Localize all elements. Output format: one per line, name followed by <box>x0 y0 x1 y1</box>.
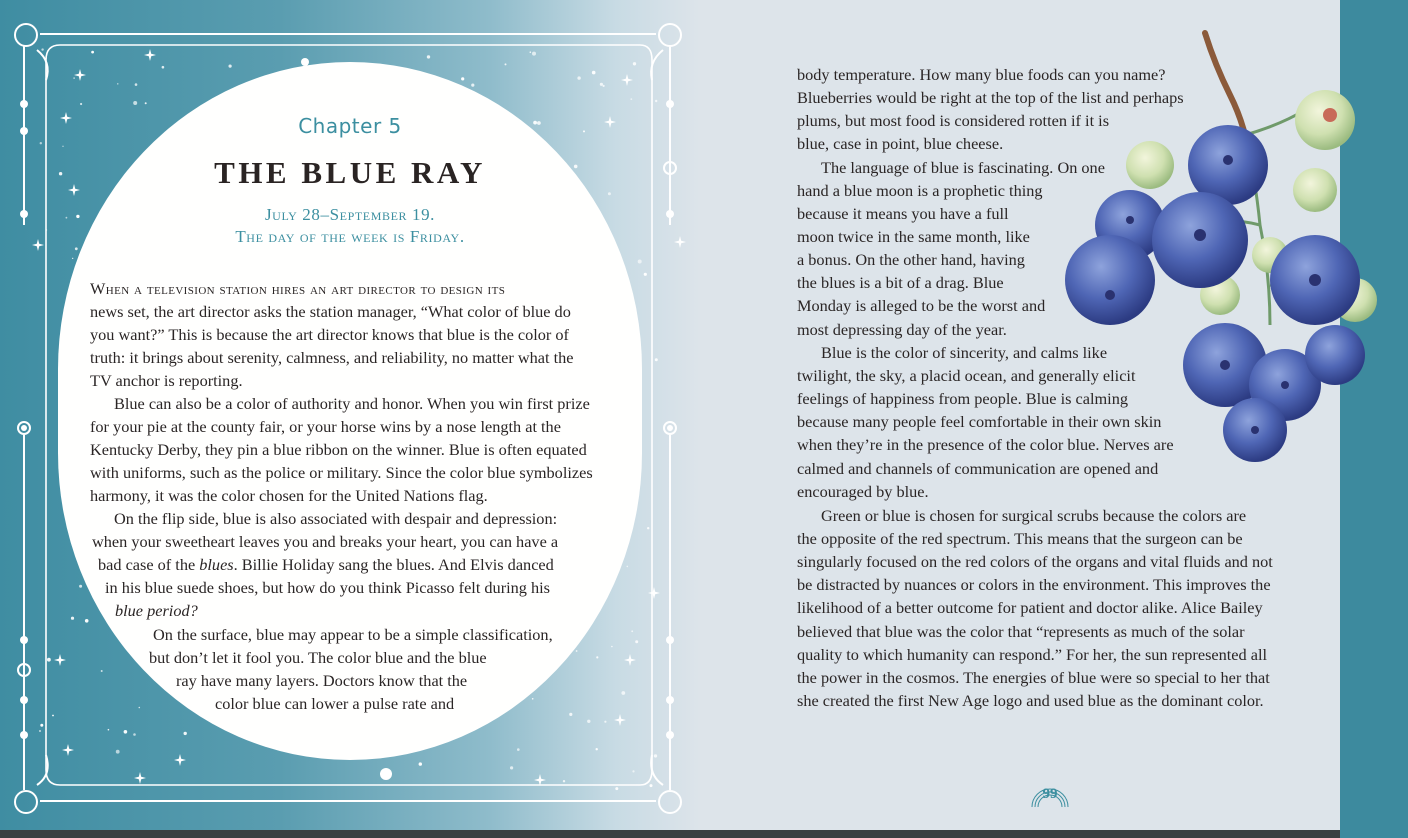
body-line: blue, case in point, blue cheese. <box>797 134 1004 153</box>
body-line: On the surface, blue may appear to be a simple classification, <box>153 625 553 644</box>
body-line: Blue can also be a color of authority and honor. When you win first prize <box>114 394 590 413</box>
body-line: singularly focused on the red colors of the organs and vital fluids and not <box>797 552 1273 571</box>
body-line: moon twice in the same month, like <box>797 227 1030 246</box>
body-line: with uniforms, such as the police or military. Since the color blue symbolizes <box>90 463 593 482</box>
body-line: Blueberries would be right at the top of the list and perhaps <box>797 88 1184 107</box>
body-line: twilight, the sky, a placid ocean, and generally elicit <box>797 366 1136 385</box>
body-line: likelihood of a better outcome for patient and doctor alike. Alice Bailey <box>797 598 1263 617</box>
body-line: she created the first New Age logo and used blue as the dominant color. <box>797 691 1264 710</box>
body-line: truth: it brings about serenity, calmness, and reliability, no matter what the <box>90 348 574 367</box>
left-page <box>0 0 700 830</box>
body-line: color blue can lower a pulse rate and <box>215 694 455 713</box>
page-number: 99 <box>1042 786 1058 802</box>
body-line: news set, the art director asks the station manager, “What color of blue do <box>90 302 571 321</box>
body-line: calmed and channels of communication are opened and <box>797 459 1159 478</box>
body-line: the blues is a bit of a drag. Blue <box>797 273 1004 292</box>
chapter-label: Chapter 5 <box>298 114 402 138</box>
body-line: be distracted by nuances or colors in the environment. This improves the <box>797 575 1271 594</box>
body-line: Blue is the color of sincerity, and calms like <box>821 343 1108 362</box>
body-line: Green or blue is chosen for surgical scrubs because the colors are <box>821 506 1247 525</box>
unripe-berry <box>1295 90 1355 150</box>
chapter-title: THE BLUE RAY <box>214 155 486 190</box>
body-line: Monday is alleged to be the worst and <box>797 296 1046 315</box>
body-line: when they’re in the presence of the color blue. Nerves are <box>797 435 1174 454</box>
body-text: bad case of the <box>98 555 200 574</box>
body-line: When a television station hires an art director to design its <box>90 279 506 298</box>
body-line: blue period? <box>115 601 198 620</box>
body-line: most depressing day of the year. <box>797 320 1007 339</box>
body-line: feelings of happiness from people. Blue is calming <box>797 389 1128 408</box>
body-line: a bonus. On the other hand, having <box>797 250 1025 269</box>
body-line: quality to which humanity can respond.” For her, the sun represented all <box>797 645 1268 664</box>
body-line: harmony, it was the color chosen for the United Nations flag. <box>90 486 488 505</box>
body-line: the power in the cosmos. The energies of blue were so special to her that <box>797 668 1270 687</box>
body-line: because it means you have a full <box>797 204 1009 223</box>
body-line: when your sweetheart leaves you and breaks your heart, you can have a <box>92 532 559 551</box>
body-line: but don’t let it fool you. The color blue and the blue <box>149 648 487 667</box>
body-line: you want?” This is because the art director knows that blue is the color of <box>90 325 569 344</box>
chapter-subtitle-dates: July 28–September 19. <box>264 205 436 224</box>
body-line: The language of blue is fascinating. On one <box>821 158 1105 177</box>
body-line: in his blue suede shoes, but how do you think Picasso felt during his <box>105 578 550 597</box>
body-line: ray have many layers. Doctors know that the <box>176 671 468 690</box>
body-line: On the flip side, blue is also associated with despair and depression: <box>114 509 558 528</box>
body-line: hand a blue moon is a prophetic thing <box>797 181 1043 200</box>
blueberry <box>1305 325 1365 385</box>
body-line <box>98 555 554 577</box>
body-line: encouraged by blue. <box>797 482 929 501</box>
italic-term: blues <box>199 555 234 574</box>
body-line: TV anchor is reporting. <box>90 371 243 390</box>
body-text: . Billie Holiday sang the blues. And Elvis danced <box>233 555 554 574</box>
unripe-berry <box>1293 168 1337 212</box>
chapter-subtitle-day: The day of the week is Friday. <box>235 227 465 246</box>
body-line: because many people feel comfortable in their own skin <box>797 412 1162 431</box>
body-line: plums, but most food is considered rotten if it is <box>797 111 1110 130</box>
body-line: body temperature. How many blue foods can you name? <box>797 65 1166 84</box>
body-line: the opposite of the red spectrum. This means that the surgeon can be <box>797 529 1243 548</box>
blueberry <box>1065 235 1155 325</box>
body-line: for your pie at the county fair, or your horse wins by a nose length at the <box>90 417 561 436</box>
body-line: Kentucky Derby, they pin a blue ribbon on the winner. Blue is often equated <box>90 440 587 459</box>
bottom-bar <box>0 830 1340 838</box>
body-line: believed that blue was the color that “represents as much of the solar <box>797 622 1245 641</box>
unripe-berry <box>1126 141 1174 189</box>
